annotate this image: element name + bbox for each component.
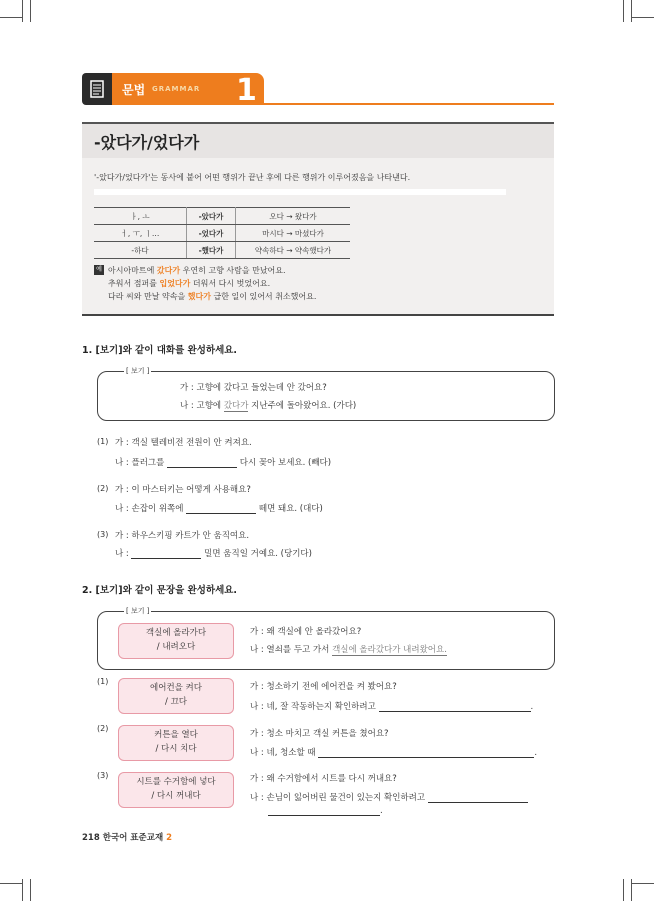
grammar-title: -았다가/었다가 bbox=[94, 133, 200, 152]
table-cell: 오다 → 왔다가 bbox=[236, 208, 351, 225]
header-rule bbox=[264, 103, 554, 105]
conjugation-table bbox=[94, 207, 350, 259]
table-cell: -었다가 bbox=[187, 225, 236, 242]
table-cell: 마시다 → 마셨다가 bbox=[236, 225, 351, 242]
word-box-line: / 내려오다 bbox=[156, 642, 196, 652]
table-row bbox=[94, 242, 350, 259]
volume-number: 2 bbox=[166, 833, 173, 843]
item-number: (3) bbox=[97, 771, 109, 780]
crop-mark bbox=[623, 0, 624, 22]
dialog-line: . bbox=[268, 806, 383, 816]
example-line bbox=[108, 278, 270, 289]
dialog-line: 가 : 객실 텔레비전 전원이 안 켜져요. bbox=[115, 438, 252, 448]
bogi-line: 가 : 왜 객실에 안 올라갔어요? bbox=[250, 627, 362, 637]
crop-mark bbox=[632, 883, 654, 884]
bogi-line bbox=[180, 399, 356, 411]
dialog-line: 가 : 하우스키핑 카트가 안 움직여요. bbox=[115, 531, 250, 541]
word-box bbox=[118, 678, 234, 714]
example-text: 다라 씨와 만날 약속을 bbox=[108, 292, 188, 301]
section-number: 1 bbox=[236, 73, 257, 108]
book-title: 한국어 표준교재 bbox=[102, 833, 164, 843]
item-number: (1) bbox=[97, 677, 109, 686]
example-line bbox=[108, 265, 286, 276]
page-number: 218 bbox=[82, 833, 100, 843]
word-box bbox=[118, 725, 234, 761]
crop-mark bbox=[0, 883, 22, 884]
word-box-line: 커튼을 열다 bbox=[154, 730, 198, 740]
bogi-text: 나 : 고향에 bbox=[180, 401, 224, 411]
question-1-heading: 1. [보기]와 같이 대화를 완성하세요. bbox=[82, 345, 238, 356]
table-cell: ㅏ, ㅗ bbox=[94, 208, 187, 225]
dialog-text: 나 : 손님이 잃어버린 물건이 있는지 확인하려고 bbox=[250, 793, 426, 803]
page-footer bbox=[82, 831, 172, 843]
example-highlight: 입었다가 bbox=[159, 279, 191, 288]
bogi-box bbox=[97, 371, 555, 421]
item-number: (2) bbox=[97, 484, 109, 493]
table-cell: 약속하다 → 약속했다가 bbox=[236, 242, 351, 259]
bogi-word-box bbox=[118, 623, 234, 659]
example-text: 더워서 다시 벗었어요. bbox=[190, 279, 271, 288]
table-cell: -았다가 bbox=[187, 208, 236, 225]
crop-mark bbox=[30, 879, 31, 901]
table-row bbox=[94, 208, 350, 225]
crop-mark bbox=[632, 17, 654, 18]
word-box-line: 시트를 수거함에 넣다 bbox=[136, 777, 216, 787]
dialog-text: 나 : bbox=[115, 549, 132, 559]
crop-mark bbox=[623, 879, 624, 901]
example-text: 급한 일이 있어서 취소했어요. bbox=[210, 292, 317, 301]
crop-mark bbox=[22, 0, 23, 22]
dialog-line: 가 : 청소하기 전에 에어컨을 켜 봤어요? bbox=[250, 682, 397, 692]
answer-blank[interactable] bbox=[318, 748, 534, 758]
section-icon-box bbox=[82, 73, 112, 105]
example-highlight: 갔다가 bbox=[156, 266, 181, 275]
dialog-text: 나 : 손잡이 위쪽에 bbox=[115, 504, 187, 514]
grammar-description: '-았다가/었다가'는 동사에 붙어 어떤 행위가 끝난 후에 다른 행위가 이루어졌음을 나타낸다. bbox=[94, 173, 411, 182]
dialog-line: 가 : 청소 마치고 객실 커튼을 쳤어요? bbox=[250, 729, 389, 739]
answer-blank[interactable] bbox=[131, 549, 201, 559]
word-box bbox=[118, 772, 234, 808]
word-box-line: / 다시 꺼내다 bbox=[151, 791, 201, 801]
answer-blank[interactable] bbox=[268, 806, 380, 816]
answer-blank[interactable] bbox=[428, 793, 528, 803]
crop-mark bbox=[0, 17, 22, 18]
table-cell: -했다가 bbox=[187, 242, 236, 259]
bogi-answer: 객실에 올라갔다가 내려왔어요. bbox=[332, 645, 447, 655]
notebook-icon bbox=[82, 73, 112, 105]
dialog-text: 나 : 네, 잘 작동하는지 확인하려고 bbox=[250, 702, 376, 712]
example-text: 우연히 고향 사람을 만났어요. bbox=[180, 266, 286, 275]
table-cell: ㅓ, ㅜ, ㅣ… bbox=[94, 225, 187, 242]
word-box-line: / 다시 치다 bbox=[155, 744, 197, 754]
bogi-label: [ 보기 ] bbox=[126, 607, 150, 615]
table-cell: -하다 bbox=[94, 242, 187, 259]
dialog-text: 나 : 네, 청소할 때 bbox=[250, 748, 316, 758]
dialog-text: 밀면 움직일 거예요. (당기다) bbox=[201, 549, 312, 559]
item-number: (3) bbox=[97, 530, 109, 539]
example-line bbox=[108, 291, 316, 302]
bogi-label: [ 보기 ] bbox=[126, 367, 150, 375]
dialog-line bbox=[115, 502, 323, 514]
crop-mark bbox=[30, 0, 31, 22]
word-box-line: / 끄다 bbox=[165, 697, 187, 707]
crop-mark bbox=[22, 879, 23, 901]
dialog-line bbox=[115, 456, 331, 468]
crop-mark bbox=[631, 879, 632, 901]
bogi-line bbox=[250, 643, 447, 655]
question-2-heading: 2. [보기]와 같이 문장을 완성하세요. bbox=[82, 585, 238, 596]
bogi-text: 나 : 열쇠를 두고 가서 bbox=[250, 645, 333, 655]
grammar-divider bbox=[94, 189, 506, 195]
word-box-line: 에어컨을 켜다 bbox=[150, 683, 202, 693]
bogi-line: 가 : 고향에 갔다고 들었는데 안 갔어요? bbox=[180, 383, 327, 393]
dialog-line bbox=[250, 791, 528, 803]
crop-mark bbox=[631, 0, 632, 22]
example-mark: 예 bbox=[94, 265, 104, 275]
example-text: 아시아마트에 bbox=[108, 266, 157, 275]
section-title: 문법 bbox=[122, 83, 146, 97]
dialog-line: 나 : 네, 잘 작동하는지 확인하려고 . bbox=[250, 702, 534, 712]
dialog-line: 나 : 네, 청소할 때 . bbox=[250, 748, 538, 758]
item-number: (1) bbox=[97, 437, 109, 446]
dialog-line: 가 : 왜 수거함에서 시트를 다시 꺼내요? bbox=[250, 774, 397, 784]
table-row bbox=[94, 225, 350, 242]
answer-blank[interactable] bbox=[167, 458, 237, 468]
answer-blank[interactable] bbox=[379, 702, 531, 712]
dialog-text: 다시 꽂아 보세요. (빼다) bbox=[237, 458, 332, 468]
dialog-line: 가 : 이 마스터키는 어떻게 사용해요? bbox=[115, 485, 251, 495]
section-subtitle: GRAMMAR bbox=[152, 85, 201, 93]
bogi-text: 지난주에 돌아왔어요. (가다) bbox=[248, 401, 357, 411]
answer-blank[interactable] bbox=[186, 504, 256, 514]
example-text: 추워서 점퍼를 bbox=[108, 279, 160, 288]
example-highlight: 했다가 bbox=[187, 292, 211, 301]
word-box-line: 객실에 올라가다 bbox=[145, 628, 207, 638]
dialog-text: 떼면 돼요. (대다) bbox=[256, 504, 323, 514]
item-number: (2) bbox=[97, 724, 109, 733]
dialog-text: 나 : 플러그를 bbox=[115, 458, 168, 468]
bogi-answer: 갔다가 bbox=[223, 401, 249, 411]
dialog-line bbox=[115, 547, 312, 559]
